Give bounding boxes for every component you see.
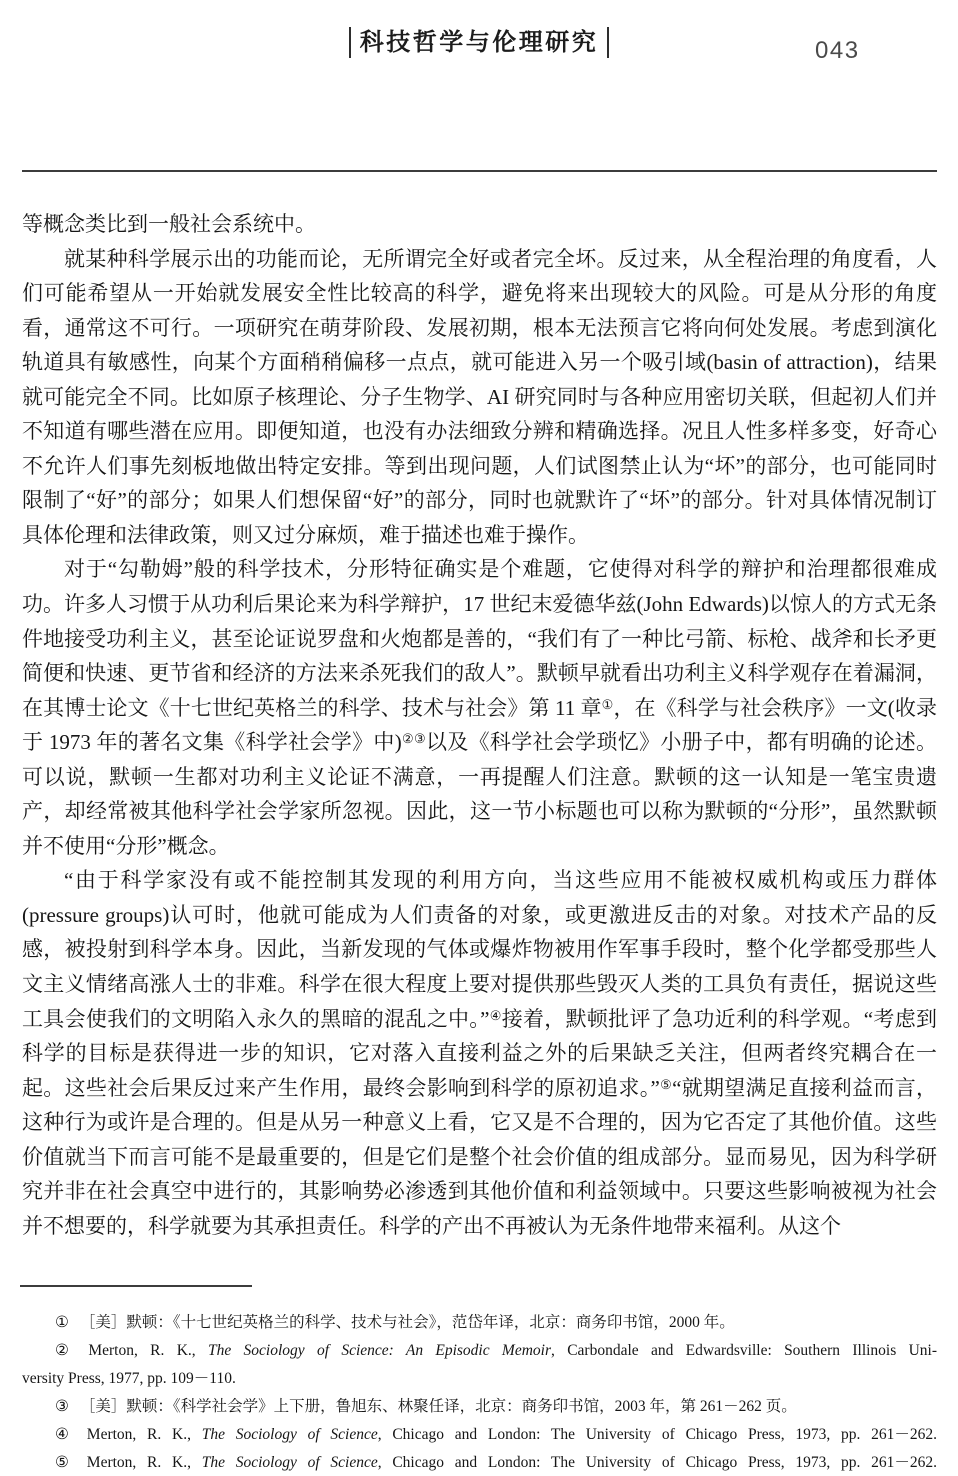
footnote-text: versity Press, 1977, pp. 109－110. [22, 1370, 236, 1388]
footnote-3 [22, 1393, 937, 1421]
footnote-marker: ① [55, 1314, 69, 1331]
footnote-4 [22, 1421, 937, 1449]
footnote-text: ［美］默顿：《科学社会学》上下册，鲁旭东、林聚任译，北京：商务印书馆，2003 年，第 261－262 页。 [79, 1398, 797, 1416]
page-title: 科技哲学与伦理研究 [359, 29, 599, 56]
footnote-5 [22, 1449, 937, 1476]
title-rule-right [607, 27, 609, 58]
title-rule-left [349, 27, 351, 58]
paragraph: “由于科学家没有或不能控制其发现的利用方向，当这些应用不能被权威机构或压力群体(pressure groups)认可时，他就可能成为人们责备的对象，或更激进反击的对象。对技术产品的反感，被投射到科学本身。因此，当新发现的气体或爆炸物被用作军事手段时，整个化学都受那些人文主义情绪高涨人士的非难。科学在很大程度上要对提供那些毁灭人类的工具负有责任，据说这些工具会使我们的文明陷入永久的黑暗的混乱之中。”④接着，默顿批评了急功近利的科学观。“考虑到科学的目标是获得进一步的知识，它对落入直接利益之外的后果缺乏关注，但两者终究耦合在一起。这些社会后果反过来产生作用，最终会影响到科学的原初追求。”⑤“就期望满足直接利益而言，这种行为或许是合理的。但是从另一种意义上看，它又是不合理的，因为它否定了其他价值。这些价值就当下而言可能不是最重要的，但是它们是整个社会价值的组成部分。显而易见，因为科学研究并非在社会真空中进行的，其影响势必渗透到其他价值和利益领域中。只要这些影响被视为社会并不想要的，科学就要为其承担责任。科学的产出不再被认为无条件地带来福利。从这个 [22, 868, 938, 1238]
footnote-text: ［美］默顿：《十七世纪英格兰的科学、技术与社会》，范岱年译，北京：商务印书馆，2000 年。 [79, 1314, 735, 1331]
footnote-text: Merton, R. K., The Sociology of Science, Chicago and London: The University of Chicago Press, 1973, pp. 261－262. [86, 1454, 937, 1472]
paragraph-continuation: 等概念类比到一般社会系统中。 [22, 212, 316, 236]
footnotes-section [22, 1309, 937, 1476]
footnote-text: Merton, R. K., The Sociology of Science: An Episodic Memoir, Carbondale and Edwardsville: Southern Illinois Uni- [88, 1342, 937, 1360]
body-text [22, 207, 937, 1243]
paragraph: 对于“勾勒姆”般的科学技术，分形特征确实是个难题，它使得对科学的辩护和治理都很难成功。许多人习惯于从功利后果论来为科学辩护，17 世纪末爱德华兹(John Edwards)以惊人的方式无条件地接受功利主义，甚至论证说罗盘和火炮都是善的，“我们有了一种比弓箭、标枪、战斧和长矛更简便和快速、更节省和经济的方法来杀死我们的敌人”。默顿早就看出功利主义科学观存在着漏洞，在其博士论文《十七世纪英格兰的科学、技术与社会》第 11 章①，在《科学与社会秩序》一文(收录于 1973 年的著名文集《科学社会学》中)②③以及《科学社会学琐忆》小册子中，都有明确的论述。可以说，默顿一生都对功利主义论证不满意，一再提醒人们注意。默顿的这一认知是一笔宝贵遗产，却经常被其他科学社会学家所忽视。因此，这一节小标题也可以称为默顿的“分形”，虽然默顿并不使用“分形”概念。 [22, 557, 938, 858]
header-rule [22, 170, 937, 172]
footnote-marker: ④ [55, 1426, 76, 1444]
footnote-marker: ③ [55, 1398, 69, 1416]
footnote-separator [20, 1285, 252, 1287]
paragraph: 就某种科学展示出的功能而论，无所谓完全好或者完全坏。反过来，从全程治理的角度看，人们可能希望从一开始就发展安全性比较高的科学，避免将来出现较大的风险。可是从分形的角度看，通常这不可行。一项研究在萌芽阶段、发展初期，根本无法预言它将向何处发展。考虑到演化轨道具有敏感性，向某个方面稍稍偏移一点点，就可能进入另一个吸引域(basin of attraction)，结果就可能完全不同。比如原子核理论、分子生物学、AI 研究同时与各种应用密切关联，但起初人们并不知道有哪些潜在应用。即便知道，也没有办法细致分辨和精确选择。况且人性多样多变，好奇心不允许人们事先刻板地做出特定安排。等到出现问题，人们试图禁止认为“坏”的部分，也可能同时限制了“好”的部分；如果人们想保留“好”的部分，同时也就默许了“坏”的部分。针对具体情况制订具体伦理和法律政策，则又过分麻烦，难于描述也难于操作。 [22, 246, 937, 547]
footnote-text: Merton, R. K., The Sociology of Science, Chicago and London: The University of Chicago Press, 1973, pp. 261－262. [86, 1426, 937, 1444]
footnote-marker: ② [55, 1342, 78, 1360]
footnote-2-line-1 [22, 1337, 937, 1365]
footnote-marker: ⑤ [55, 1454, 76, 1472]
footnote-2-line-2 [22, 1365, 937, 1393]
page-number: 043 [815, 37, 860, 64]
footnote-1 [22, 1309, 937, 1337]
